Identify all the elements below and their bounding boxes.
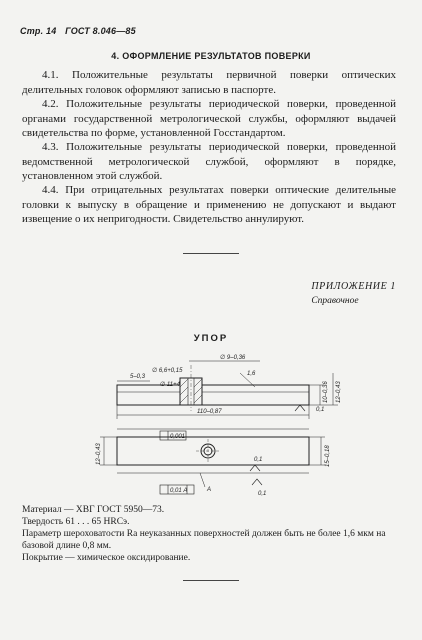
dim-hole-bottom: ∅ 11+4 (160, 382, 180, 388)
dim-flatness-bottom: 0,01 А (170, 488, 188, 494)
dim-hole-top: ∅ 6,6+0,15 (152, 368, 183, 374)
dim-twelve-left: 12–0,43 (96, 443, 102, 465)
note-coating: Покрытие — химическое оксидирование. (22, 553, 191, 563)
appendix-title: ПРИЛОЖЕНИЕ 1 (311, 281, 396, 292)
note-roughness: Параметр шероховатости Ra неуказанных поверхностей должен быть не более 1,6 мкм на базовой длине 0,8 мм. (22, 529, 386, 551)
appendix-heading (311, 279, 396, 309)
paragraph-4-4: 4.4. При отрицательных результатах поверки оптические делительные головки к выпуску в обращение и применению не допускают и выдают извещение о их непригодности. Свидетельство аннулируют. (22, 184, 396, 225)
drawing-title: УПОР (193, 333, 229, 344)
plan-view (100, 429, 325, 494)
page-number: Стр. 14 (20, 26, 57, 36)
standard-designation: ГОСТ 8.046—85 (65, 26, 136, 36)
section-title: 4. ОФОРМЛЕНИЕ РЕЗУЛЬТАТОВ ПОВЕРКИ (111, 51, 311, 61)
dim-ten: 10–0,36 (323, 381, 329, 403)
dim-roughness-right: 0,1 (316, 407, 325, 413)
paragraph-4-3: 4.3. Положительные результаты периодической поверки, проведенной ведомственной метрологической службой, оформляют в порядке, установленном этой службой. (22, 141, 396, 182)
separator-rule (183, 253, 239, 254)
dim-roughness: 1,6 (247, 371, 256, 377)
dim-roughness-plan-top: 0,1 (254, 457, 263, 463)
technical-drawing (0, 345, 422, 505)
note-material: Материал — ХВГ ГОСТ 5950—73. (22, 505, 165, 515)
dim-roughness-plan-bottom: 0,1 (258, 491, 267, 497)
paragraph-4-1: 4.1. Положительные результаты первичной поверки оптических делительных головок оформляют записью в паспорте. (22, 69, 396, 96)
bar-outline (117, 385, 309, 405)
dim-fifteen: 15–0,18 (325, 445, 331, 467)
note-hardness: Твердость 61 . . . 65 HRCэ. (22, 517, 130, 527)
side-view (117, 361, 338, 419)
dim-nine: ∅ 9–0,36 (220, 355, 246, 361)
dim-twelve-right: 12–0,43 (336, 381, 342, 403)
dim-length: 110–0,87 (197, 409, 222, 415)
dim-slot: 5–0,3 (130, 374, 146, 380)
appendix-subtitle: Справочное (311, 296, 359, 306)
page-header (20, 26, 142, 36)
separator-rule-bottom (183, 580, 239, 581)
dim-flatness-top: 0,001 (170, 434, 186, 440)
datum-letter: А (207, 487, 212, 493)
paragraph-4-2: 4.2. Положительные результаты периодической поверки, проведенной органами государственной метрологической службы, оформляют выдачей свидетельства по форме, установленной Госстандартом. (22, 98, 396, 139)
